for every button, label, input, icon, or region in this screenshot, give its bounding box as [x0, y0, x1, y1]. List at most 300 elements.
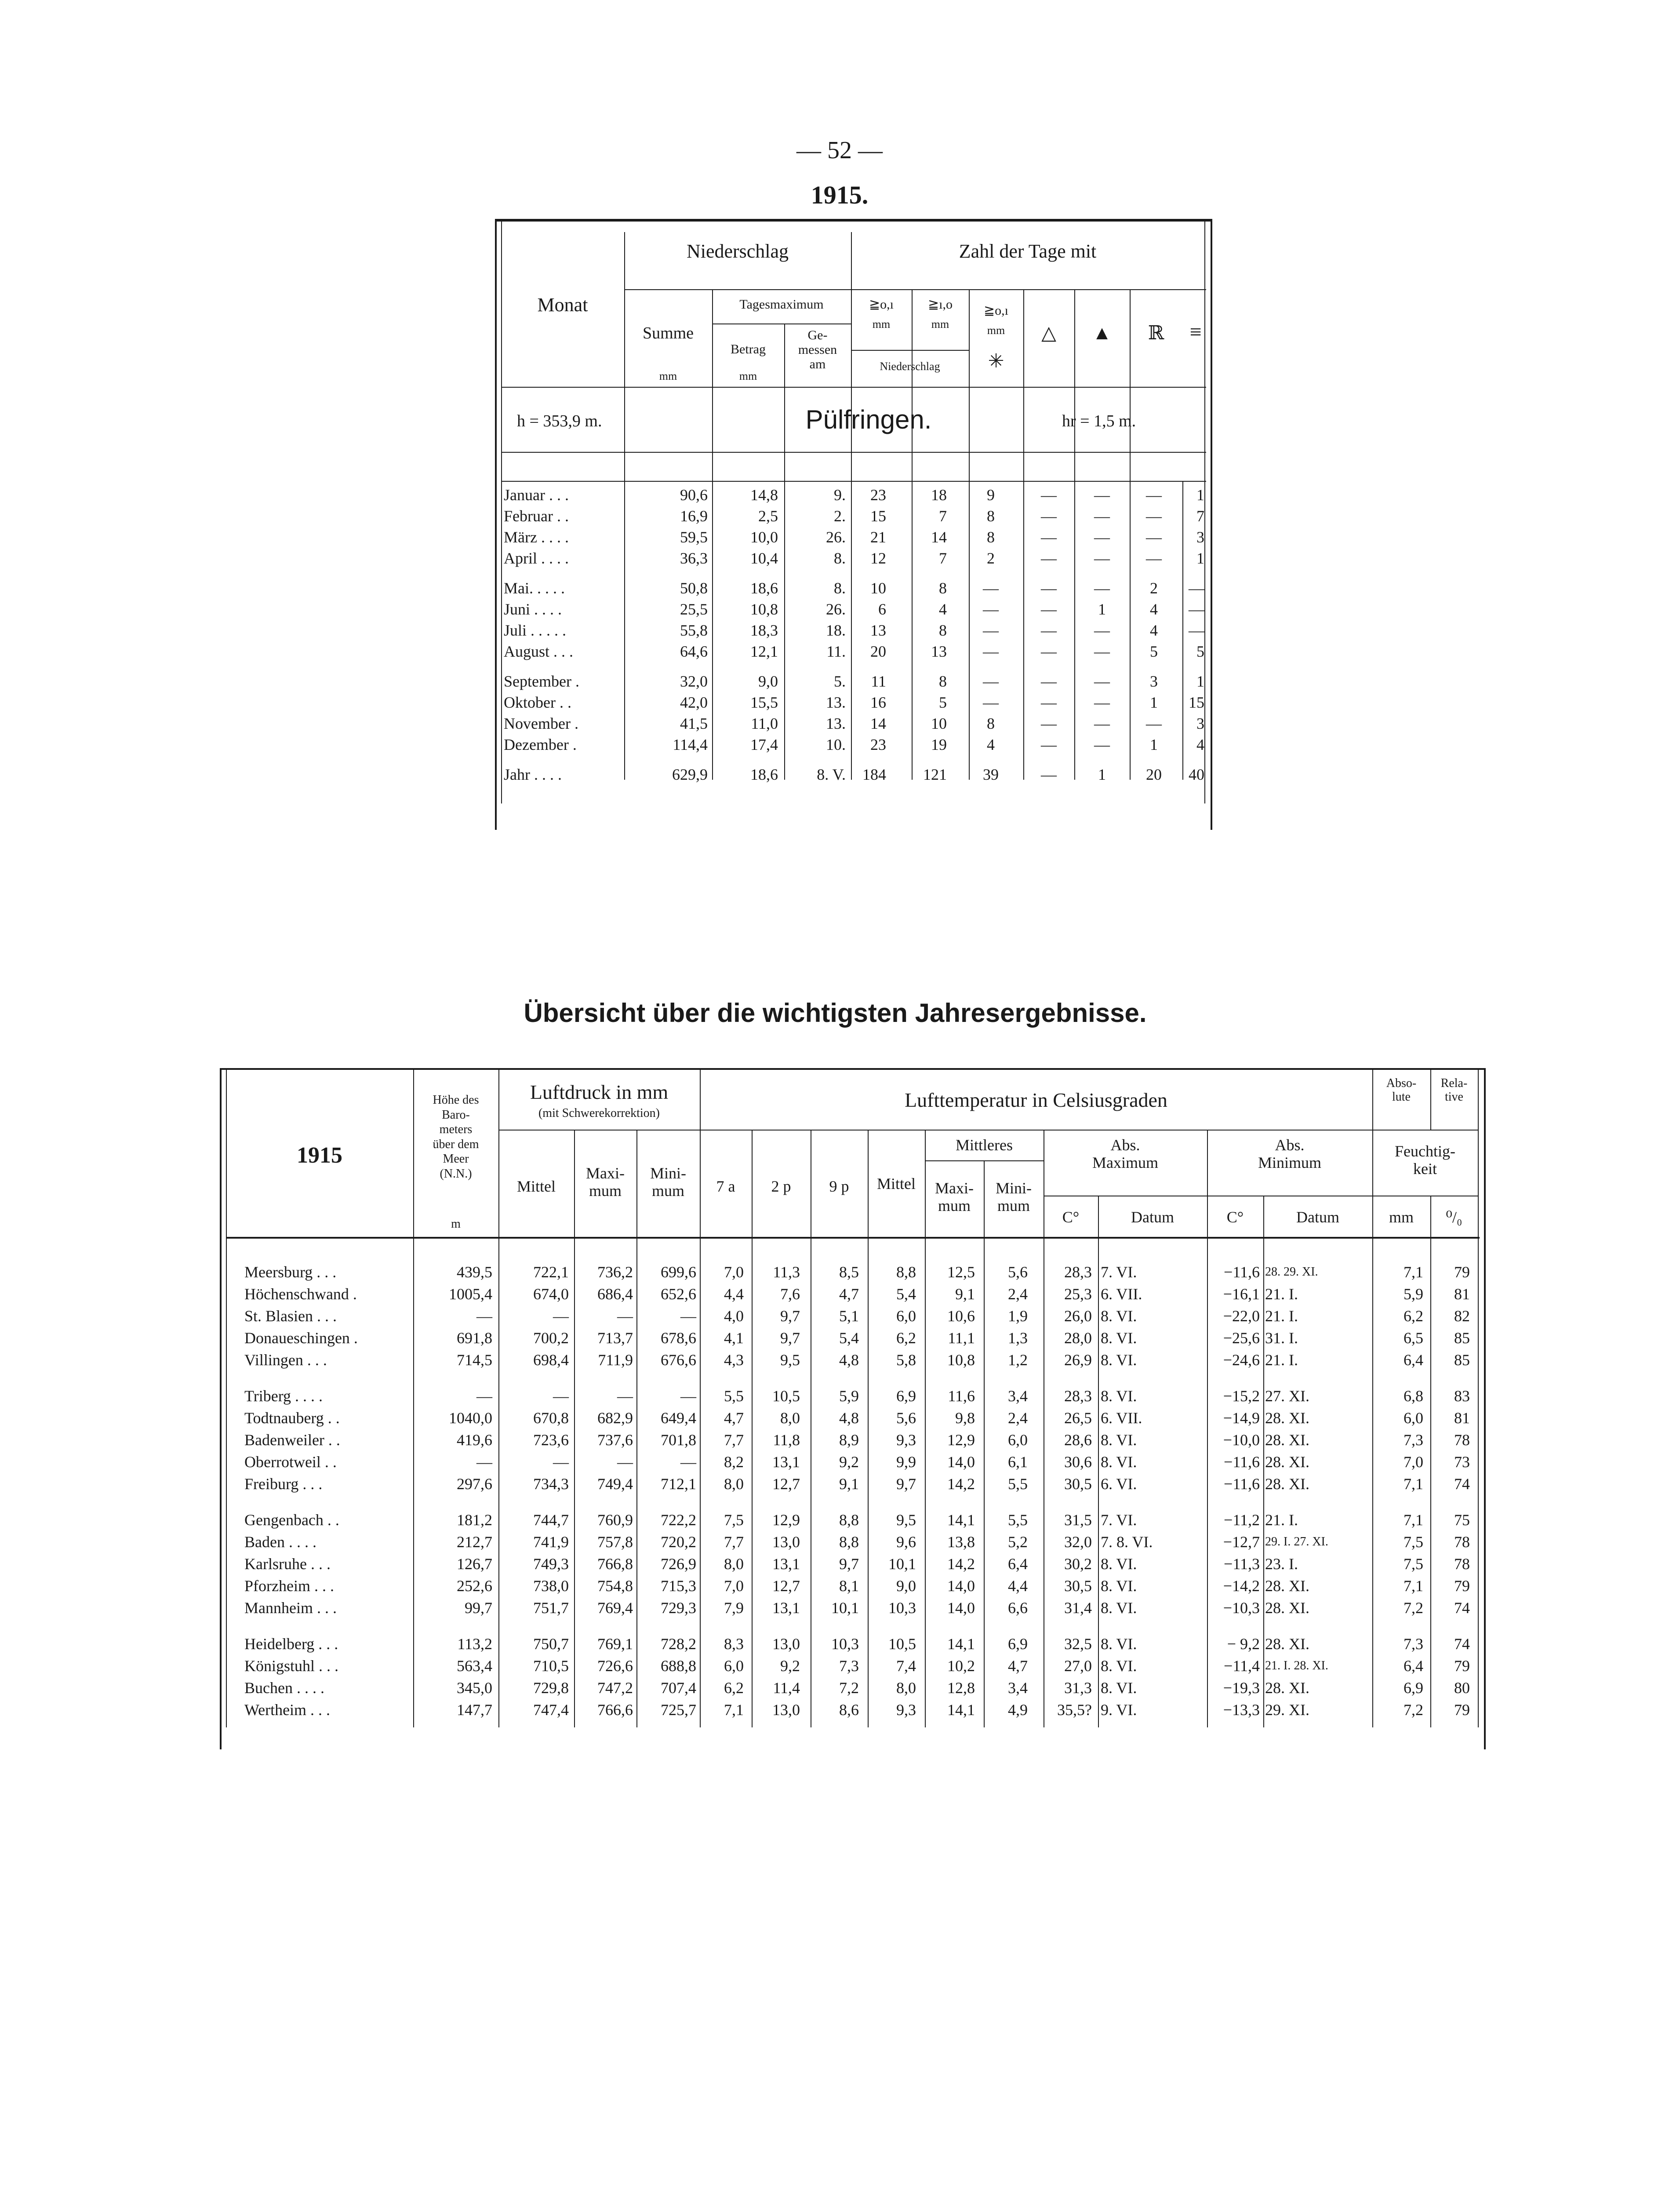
cell-betrag: 14,8 [750, 486, 778, 504]
cell-temp-7a: 4,3 [724, 1351, 744, 1369]
cell-month: April . . . . [504, 549, 569, 567]
cell-summe: 114,4 [673, 736, 708, 753]
cell-temp-mean-max: 14,1 [947, 1635, 975, 1653]
cell-pressure-mean: 729,8 [533, 1679, 569, 1697]
cell-pressure-min: 715,3 [661, 1577, 696, 1595]
cell-temp-9p: 4,8 [839, 1351, 859, 1369]
hdr-abs-maximum: Abs. Maximum [1092, 1136, 1158, 1171]
cell-pressure-min: 652,6 [661, 1285, 696, 1303]
cell-temp-2p: 11,4 [773, 1679, 800, 1697]
cell-abs-min-date: 21. I. [1265, 1511, 1298, 1529]
cell-month: März . . . . [504, 528, 569, 546]
cell-days-thunder: — [1146, 507, 1162, 525]
cell-abs-max-date: 8. VI. [1101, 1635, 1137, 1653]
cell-temp-mean-min: 6,6 [1008, 1599, 1028, 1617]
hdr-datum-min: Datum [1296, 1208, 1339, 1226]
cell-temp-mean: 6,0 [896, 1307, 916, 1325]
cell-betrag: 18,3 [750, 622, 778, 639]
cell-days-thunder: 1 [1150, 736, 1158, 753]
cell-temp-mean-min: 2,4 [1008, 1285, 1028, 1303]
cell-temp-2p: 12,7 [772, 1577, 800, 1595]
cell-days-hail: — [1041, 507, 1057, 525]
cell-temp-2p: 13,1 [772, 1599, 800, 1617]
hdr-temp-mittel: Mittel [877, 1175, 916, 1192]
cell-abs-min: −16,1 [1223, 1285, 1260, 1303]
cell-summe: 36,3 [680, 549, 708, 567]
cell-humidity-rel: 81 [1454, 1409, 1470, 1427]
cell-days-fog: 1 [1196, 549, 1204, 567]
hdr-minimum: Mini- mum [650, 1164, 686, 1200]
cell-days-snow: 8 [987, 507, 995, 525]
cell-abs-min-date: 28. XI. [1265, 1635, 1309, 1653]
hdr-year: 1915 [297, 1143, 342, 1168]
hdr-luftdruck: Luftdruck in mm [530, 1081, 669, 1103]
snowflake-icon: ✳ [988, 350, 1004, 372]
cell-humidity-abs: 6,8 [1404, 1387, 1423, 1405]
cell-abs-min-date: 27. XI. [1265, 1387, 1309, 1405]
cell-temp-9p: 4,7 [839, 1285, 859, 1303]
hdr-temp-minimum: Mini- mum [995, 1179, 1032, 1214]
cell-abs-min-date: 29. I. 27. XI. [1265, 1535, 1328, 1549]
cell-days-sleet: — [1094, 507, 1110, 525]
cell-temp-mean-max: 12,5 [947, 1263, 975, 1281]
cell-days-ge10: 5 [939, 694, 947, 711]
cell-abs-min: −11,6 [1224, 1475, 1260, 1493]
cell-summe: 59,5 [680, 528, 708, 546]
cell-temp-mean-min: 3,4 [1008, 1679, 1028, 1697]
cell-temp-mean: 10,5 [888, 1635, 916, 1653]
cell-gemessen: 8. [834, 579, 846, 597]
cell-days-ge01: 10 [870, 579, 886, 597]
hdr-niederschlag-sub: Niederschlag [880, 360, 940, 373]
cell-abs-max: 26,9 [1064, 1351, 1092, 1369]
cell-days-snow: 8 [987, 528, 995, 546]
cell-temp-mean: 9,3 [896, 1701, 916, 1719]
cell-days-sleet: — [1094, 736, 1110, 753]
cell-abs-max-date: 8. VI. [1101, 1555, 1137, 1573]
cell-abs-min: −15,2 [1223, 1387, 1260, 1405]
cell-days-snow: 8 [987, 715, 995, 732]
cell-abs-max-date: 6. VII. [1101, 1285, 1142, 1303]
cell-station: Heidelberg . . . [244, 1635, 338, 1653]
cell-days-fog: — [1189, 622, 1204, 639]
cell-days-sleet: — [1094, 694, 1110, 711]
cell-height: 345,0 [457, 1679, 492, 1697]
cell-pressure-mean: 738,0 [533, 1577, 569, 1595]
cell-temp-9p: 8,8 [839, 1511, 859, 1529]
cell-pressure-mean: 674,0 [533, 1285, 569, 1303]
cell-pressure-min: 729,3 [661, 1599, 696, 1617]
cell-abs-min: −13,3 [1223, 1701, 1260, 1719]
hdr-datum-max: Datum [1131, 1208, 1174, 1226]
hdr-maximum: Maxi- mum [586, 1164, 625, 1200]
cell-days-fog: 7 [1196, 507, 1204, 525]
cell-abs-max-date: 8. VI. [1101, 1679, 1137, 1697]
cell-betrag: 2,5 [758, 507, 778, 525]
cell-temp-2p: 9,5 [780, 1351, 800, 1369]
cell-summe: 16,9 [680, 507, 708, 525]
cell-abs-min-date: 29. XI. [1265, 1701, 1309, 1719]
cell-pressure-mean: 723,6 [533, 1431, 569, 1449]
cell-temp-mean-min: 6,4 [1008, 1555, 1028, 1573]
cell-temp-9p: 7,3 [839, 1657, 859, 1675]
cell-abs-min-date: 21. I. [1265, 1285, 1298, 1303]
cell-height: 691,8 [457, 1329, 492, 1347]
cell-days-thunder: — [1146, 528, 1162, 546]
cell-days-ge01: 16 [870, 694, 886, 711]
hdr-lufttemperatur: Lufttemperatur in Celsiusgraden [905, 1089, 1167, 1111]
cell-temp-2p: 13,1 [772, 1555, 800, 1573]
cell-pressure-max: — [617, 1453, 633, 1471]
cell-abs-max-date: 8. VI. [1101, 1329, 1137, 1347]
cell-pressure-min: 701,8 [661, 1431, 696, 1449]
cell-pressure-max: 737,6 [597, 1431, 633, 1449]
hdr-ge-01-snow: ≧o,ı [984, 303, 1008, 318]
station-name: Pülfringen. [805, 405, 932, 434]
cell-days-hail: — [1041, 643, 1057, 660]
hdr-ge-01-unit: mm [872, 318, 891, 331]
cell-temp-mean-max: 14,2 [947, 1555, 975, 1573]
cell-temp-mean: 8,0 [896, 1679, 916, 1697]
cell-gemessen: 26. [826, 528, 846, 546]
cell-height: 297,6 [457, 1475, 492, 1493]
cell-temp-mean-min: 4,7 [1008, 1657, 1028, 1675]
cell-abs-min: −11,4 [1224, 1657, 1260, 1675]
cell-abs-max: 30,6 [1064, 1453, 1092, 1471]
cell-temp-9p: 10,3 [831, 1635, 859, 1653]
cell-temp-9p: 9,1 [839, 1475, 859, 1493]
cell-temp-7a: 8,0 [724, 1555, 744, 1573]
cell-abs-min-date: 28. XI. [1265, 1475, 1309, 1493]
annual-results-table [220, 1068, 1486, 1749]
cell-betrag: 18,6 [750, 766, 778, 783]
cell-humidity-abs: 7,1 [1404, 1577, 1423, 1595]
cell-temp-mean-min: 1,3 [1008, 1329, 1028, 1347]
cell-humidity-rel: 78 [1454, 1533, 1470, 1551]
cell-pressure-min: 712,1 [661, 1475, 696, 1493]
cell-pressure-min: — [680, 1387, 696, 1405]
hdr-mittel: Mittel [517, 1178, 556, 1195]
cell-days-snow: 2 [987, 549, 995, 567]
cell-temp-9p: 10,1 [831, 1599, 859, 1617]
cell-days-ge01: 23 [870, 486, 886, 504]
cell-days-snow: 4 [987, 736, 995, 753]
cell-humidity-rel: 75 [1454, 1511, 1470, 1529]
cell-pressure-min: 678,6 [661, 1329, 696, 1347]
cell-humidity-abs: 6,9 [1404, 1679, 1423, 1697]
hdr-monat: Monat [537, 294, 588, 316]
cell-humidity-rel: 74 [1454, 1635, 1470, 1653]
cell-temp-9p: 7,2 [839, 1679, 859, 1697]
cell-humidity-abs: 7,1 [1404, 1511, 1423, 1529]
cell-temp-7a: 7,5 [724, 1511, 744, 1529]
cell-abs-max: 31,4 [1064, 1599, 1092, 1617]
cell-temp-7a: 4,0 [724, 1307, 744, 1325]
cell-abs-max-date: 8. VI. [1101, 1307, 1137, 1325]
hdr-abs-minimum: Abs. Minimum [1258, 1136, 1322, 1171]
cell-days-ge01: 12 [870, 549, 886, 567]
cell-days-sleet: — [1094, 486, 1110, 504]
cell-abs-min-date: 21. I. [1265, 1307, 1298, 1325]
hdr-celsius-min: C° [1226, 1208, 1244, 1226]
cell-temp-mean: 9,0 [896, 1577, 916, 1595]
cell-summe: 629,9 [672, 766, 708, 783]
cell-days-thunder: 4 [1150, 622, 1158, 639]
cell-temp-mean-max: 11,6 [948, 1387, 975, 1405]
cell-days-ge01: 14 [870, 715, 886, 732]
hdr-mm: mm [1389, 1208, 1414, 1226]
cell-summe: 55,8 [680, 622, 708, 639]
cell-abs-max: 26,5 [1064, 1409, 1092, 1427]
cell-height: 714,5 [457, 1351, 492, 1369]
cell-abs-max: 32,0 [1064, 1533, 1092, 1551]
cell-days-hail: — [1041, 528, 1057, 546]
cell-days-ge01: 11 [871, 673, 886, 690]
cell-summe: 25,5 [680, 600, 708, 618]
cell-days-hail: — [1041, 622, 1057, 639]
cell-days-fog: — [1189, 579, 1204, 597]
cell-temp-mean: 7,4 [896, 1657, 916, 1675]
cell-gemessen: 26. [826, 600, 846, 618]
hdr-hoehe-unit: m [451, 1217, 461, 1231]
cell-days-sleet: — [1094, 622, 1110, 639]
cell-days-fog: — [1189, 600, 1204, 618]
cell-abs-min: − 9,2 [1227, 1635, 1260, 1653]
cell-days-ge10: 7 [939, 507, 947, 525]
cell-month: Dezember . [504, 736, 577, 753]
cell-abs-min-date: 28. XI. [1265, 1577, 1309, 1595]
cell-month: Oktober . . [504, 694, 571, 711]
cell-humidity-abs: 7,2 [1404, 1701, 1423, 1719]
cell-temp-mean-max: 14,1 [947, 1511, 975, 1529]
cell-abs-min-date: 23. I. [1265, 1555, 1298, 1573]
cell-abs-max: 27,0 [1064, 1657, 1092, 1675]
cell-abs-min: −25,6 [1223, 1329, 1260, 1347]
cell-pressure-mean: 750,7 [533, 1635, 569, 1653]
cell-temp-mean-max: 14,0 [947, 1453, 975, 1471]
cell-temp-mean-max: 14,0 [947, 1599, 975, 1617]
cell-temp-2p: 13,0 [772, 1635, 800, 1653]
hdr-ge-10: ≧ı,o [928, 297, 953, 312]
cell-days-thunder: 2 [1150, 579, 1158, 597]
cell-days-fog: 40 [1189, 766, 1204, 783]
cell-temp-7a: 4,7 [724, 1409, 744, 1427]
cell-gemessen: 11. [826, 643, 846, 660]
cell-temp-mean-max: 14,2 [947, 1475, 975, 1493]
cell-temp-9p: 4,8 [839, 1409, 859, 1427]
cell-days-ge01: 184 [862, 766, 886, 783]
cell-month: Februar . . [504, 507, 569, 525]
cell-abs-max: 32,5 [1064, 1635, 1092, 1653]
cell-days-hail: — [1041, 715, 1057, 732]
cell-abs-min: −10,3 [1223, 1599, 1260, 1617]
cell-days-thunder: 5 [1150, 643, 1158, 660]
cell-pressure-max: 726,6 [597, 1657, 633, 1675]
cell-humidity-rel: 80 [1454, 1679, 1470, 1697]
cell-days-ge10: 121 [923, 766, 947, 783]
hdr-summe: Summe [642, 324, 694, 342]
cell-abs-max: 25,3 [1064, 1285, 1092, 1303]
cell-days-hail: — [1041, 673, 1057, 690]
cell-humidity-rel: 82 [1454, 1307, 1470, 1325]
cell-gemessen: 13. [826, 715, 846, 732]
cell-abs-max: 28,6 [1064, 1431, 1092, 1449]
cell-temp-9p: 9,2 [839, 1453, 859, 1471]
cell-pressure-mean: 749,3 [533, 1555, 569, 1573]
cell-abs-max-date: 8. VI. [1101, 1453, 1137, 1471]
cell-temp-mean-max: 10,6 [947, 1307, 975, 1325]
cell-days-hail: — [1041, 694, 1057, 711]
cell-temp-9p: 5,9 [839, 1387, 859, 1405]
cell-temp-7a: 4,1 [724, 1329, 744, 1347]
cell-pressure-min: 649,4 [661, 1409, 696, 1427]
cell-station: Donaueschingen . [244, 1329, 358, 1347]
cell-temp-mean-min: 2,4 [1008, 1409, 1028, 1427]
cell-height: — [476, 1307, 492, 1325]
cell-height: 212,7 [457, 1533, 492, 1551]
cell-pressure-mean: 710,5 [533, 1657, 569, 1675]
cell-temp-7a: 4,4 [724, 1285, 744, 1303]
cell-abs-min-date: 28. XI. [1265, 1679, 1309, 1697]
cell-temp-mean-max: 11,1 [948, 1329, 975, 1347]
cell-temp-mean-min: 5,5 [1008, 1475, 1028, 1493]
cell-abs-min-date: 31. I. [1265, 1329, 1298, 1347]
cell-days-snow: — [983, 579, 999, 597]
cell-height: — [476, 1453, 492, 1471]
cell-humidity-abs: 7,3 [1404, 1431, 1423, 1449]
cell-days-fog: 3 [1196, 715, 1204, 732]
cell-humidity-rel: 85 [1454, 1329, 1470, 1347]
cell-station: Badenweiler . . [244, 1431, 340, 1449]
cell-abs-min: −11,2 [1224, 1511, 1260, 1529]
cell-station: Buchen . . . . [244, 1679, 324, 1697]
cell-station: Höchenschwand . [244, 1285, 357, 1303]
cell-pressure-min: 728,2 [661, 1635, 696, 1653]
cell-abs-min-date: 21. I. [1265, 1351, 1298, 1369]
hdr-feuchtigkeit: Feuchtig- keit [1395, 1142, 1455, 1178]
cell-station: Villingen . . . [244, 1351, 327, 1369]
cell-betrag: 10,8 [750, 600, 778, 618]
cell-abs-max: 26,0 [1064, 1307, 1092, 1325]
station-height: h = 353,9 m. [517, 412, 602, 430]
cell-temp-9p: 8,9 [839, 1431, 859, 1449]
hdr-mittleres: Mittleres [956, 1136, 1013, 1154]
page-number: — 52 — [796, 137, 883, 164]
cell-days-ge01: 6 [878, 600, 886, 618]
hdr-7a: 7 a [716, 1178, 735, 1195]
cell-temp-mean-min: 5,2 [1008, 1533, 1028, 1551]
cell-temp-2p: 8,0 [780, 1409, 800, 1427]
cell-days-sleet: — [1094, 643, 1110, 660]
cell-pressure-max: 747,2 [597, 1679, 633, 1697]
cell-pressure-max: 760,9 [597, 1511, 633, 1529]
cell-pressure-max: 769,1 [597, 1635, 633, 1653]
cell-pressure-min: 725,7 [661, 1701, 696, 1719]
cell-temp-mean-max: 14,1 [947, 1701, 975, 1719]
hdr-luftdruck-sub: (mit Schwerekorrektion) [538, 1106, 660, 1120]
cell-temp-mean-min: 6,0 [1008, 1431, 1028, 1449]
cell-summe: 64,6 [680, 643, 708, 660]
cell-abs-max-date: 6. VI. [1101, 1475, 1137, 1493]
cell-station: Freiburg . . . [244, 1475, 323, 1493]
cell-days-ge10: 8 [939, 673, 947, 690]
hdr-zahl-der-tage: Zahl der Tage mit [959, 240, 1097, 262]
cell-month: Mai. . . . . [504, 579, 565, 597]
cell-pressure-min: 720,2 [661, 1533, 696, 1551]
section-title: Übersicht über die wichtigsten Jahresergebnisse. [524, 998, 1147, 1028]
cell-abs-min: −11,3 [1224, 1555, 1260, 1573]
cell-days-thunder: — [1146, 549, 1162, 567]
cell-temp-7a: 7,7 [724, 1431, 744, 1449]
cell-temp-mean-max: 10,2 [947, 1657, 975, 1675]
cell-humidity-rel: 74 [1454, 1475, 1470, 1493]
cell-days-ge01: 20 [870, 643, 886, 660]
cell-humidity-rel: 79 [1454, 1577, 1470, 1595]
hdr-ge-01-snow-unit: mm [987, 324, 1005, 337]
cell-pressure-mean: 700,2 [533, 1329, 569, 1347]
cell-height: 1040,0 [449, 1409, 492, 1427]
cell-temp-7a: 7,0 [724, 1263, 744, 1281]
cell-temp-mean-min: 3,4 [1008, 1387, 1028, 1405]
cell-abs-max-date: 8. VI. [1101, 1431, 1137, 1449]
cell-days-ge10: 13 [931, 643, 947, 660]
cell-gemessen: 9. [834, 486, 846, 504]
cell-days-ge10: 14 [931, 528, 947, 546]
station-hr: hr = 1,5 m. [1062, 412, 1136, 430]
cell-days-hail: — [1041, 736, 1057, 753]
cell-days-sleet: 1 [1098, 766, 1106, 783]
cell-pressure-max: 686,4 [597, 1285, 633, 1303]
cell-humidity-rel: 74 [1454, 1599, 1470, 1617]
cell-days-snow: — [983, 622, 999, 639]
cell-days-hail: — [1041, 579, 1057, 597]
cell-abs-max-date: 7. VI. [1101, 1263, 1137, 1281]
cell-gemessen: 5. [834, 673, 846, 690]
cell-abs-max: 30,2 [1064, 1555, 1092, 1573]
cell-pressure-mean: 747,4 [533, 1701, 569, 1719]
cell-humidity-rel: 79 [1454, 1701, 1470, 1719]
cell-temp-9p: 5,4 [839, 1329, 859, 1347]
cell-abs-max-date: 8. VI. [1101, 1657, 1137, 1675]
cell-month: November . [504, 715, 578, 732]
cell-humidity-rel: 81 [1454, 1285, 1470, 1303]
cell-temp-7a: 8,0 [724, 1475, 744, 1493]
cell-height: 99,7 [465, 1599, 492, 1617]
cell-days-ge10: 10 [931, 715, 947, 732]
cell-days-sleet: 1 [1098, 600, 1106, 618]
hdr-celsius-max: C° [1062, 1208, 1080, 1226]
cell-pressure-max: 757,8 [597, 1533, 633, 1551]
cell-summe: 41,5 [680, 715, 708, 732]
cell-temp-7a: 6,2 [724, 1679, 744, 1697]
cell-pressure-max: — [617, 1307, 633, 1325]
cell-temp-mean: 5,8 [896, 1351, 916, 1369]
cell-abs-max: 28,0 [1064, 1329, 1092, 1347]
cell-month: Juni . . . . [504, 600, 562, 618]
cell-days-ge01: 23 [870, 736, 886, 753]
cell-days-ge01: 13 [870, 622, 886, 639]
cell-humidity-rel: 78 [1454, 1431, 1470, 1449]
cell-pressure-max: 754,8 [597, 1577, 633, 1595]
cell-pressure-mean: 670,8 [533, 1409, 569, 1427]
cell-days-hail: — [1041, 549, 1057, 567]
cell-days-sleet: — [1094, 528, 1110, 546]
cell-pressure-max: 769,4 [597, 1599, 633, 1617]
cell-abs-min: −11,6 [1224, 1263, 1260, 1281]
cell-temp-mean: 9,7 [896, 1475, 916, 1493]
cell-abs-max-date: 8. VI. [1101, 1577, 1137, 1595]
cell-humidity-abs: 7,1 [1404, 1475, 1423, 1493]
